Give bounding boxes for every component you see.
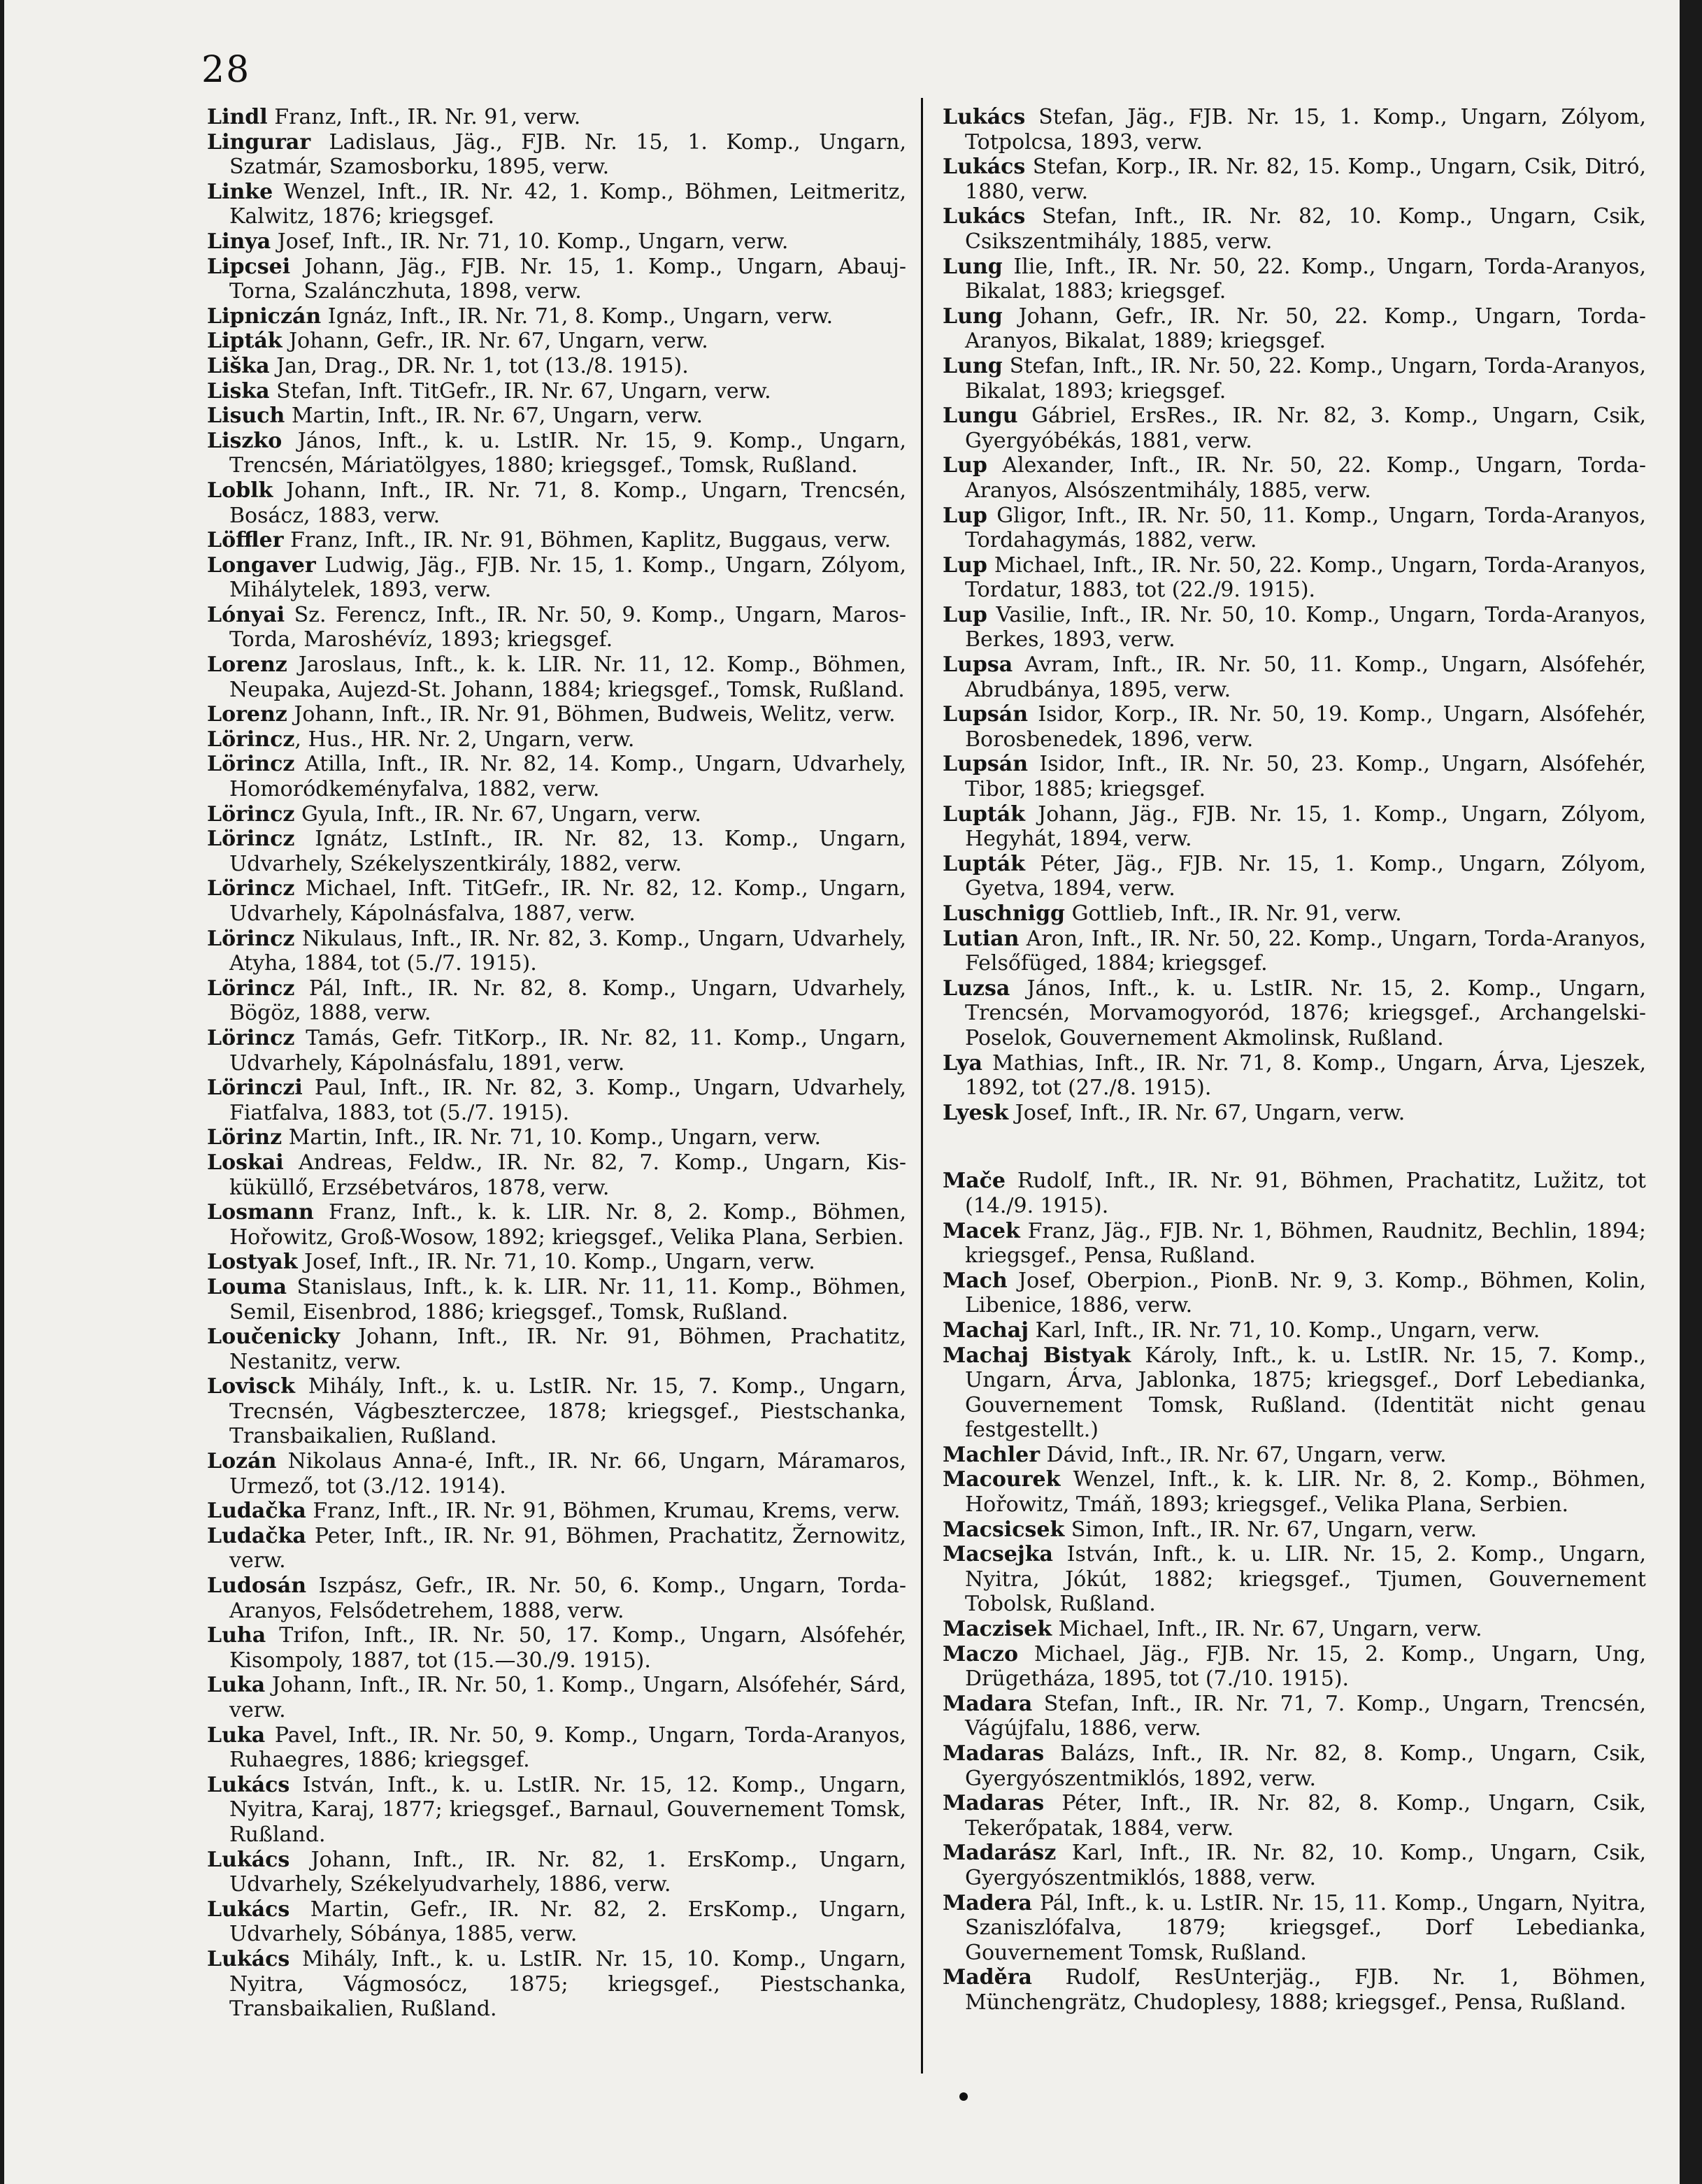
entry-surname: Loskai xyxy=(207,1150,284,1175)
register-entry xyxy=(943,652,1646,702)
register-entry xyxy=(207,1773,906,1848)
register-entry xyxy=(943,1169,1646,1218)
entry-details: Michael, Inft., IR. Nr. 50, 22. Komp., Ungarn, Torda-Aranyos, Tordatur, 1883, tot (22./9. 1915). xyxy=(965,552,1646,603)
entry-details: Simon, Inft., IR. Nr. 67, Ungarn, verw. xyxy=(1064,1517,1478,1542)
register-entry xyxy=(207,1150,906,1200)
entry-details: Trifon, Inft., IR. Nr. 50, 17. Komp., Ungarn, Alsófehér, Kisompoly, 1887, tot (15.—30./9. 1915). xyxy=(229,1623,906,1673)
register-entry xyxy=(207,752,906,801)
register-entry xyxy=(207,1623,906,1673)
entry-surname: Lukács xyxy=(207,1897,290,1922)
entry-details: Ignáz, Inft., IR. Nr. 71, 8. Komp., Ungarn, verw. xyxy=(321,304,834,329)
entry-details: Pál, Inft., IR. Nr. 82, 8. Komp., Ungarn, Udvarhely, Bögöz, 1888, verw. xyxy=(229,976,906,1026)
entry-details: Josef, Inft., IR. Nr. 71, 10. Komp., Ungarn, verw. xyxy=(297,1250,815,1275)
document-page xyxy=(4,0,1680,2184)
entry-details: Stefan, Inft., IR. Nr. 71, 7. Komp., Ungarn, Trencsén, Vágújfalu, 1886, verw. xyxy=(965,1691,1646,1741)
entry-details: Martin, Inft., IR. Nr. 71, 10. Komp., Ungarn, verw. xyxy=(282,1125,822,1150)
entry-details: Mihály, Inft., k. u. LstIR. Nr. 15, 10. Komp., Ungarn, Nyitra, Vágmosócz, 1875; kriegsgef., Piestschanka, Transbaikalien, Rußland. xyxy=(229,1946,906,2022)
register-entry xyxy=(207,1076,906,1125)
entry-surname: Lupsán xyxy=(943,752,1029,777)
register-entry xyxy=(207,976,906,1026)
register-entry xyxy=(207,429,906,478)
entry-surname: Lung xyxy=(943,353,1003,378)
register-entry xyxy=(943,1642,1646,1692)
register-entry xyxy=(207,229,906,255)
register-entry xyxy=(943,1101,1646,1126)
register-entry xyxy=(943,1841,1646,1890)
entry-surname: Lipniczán xyxy=(207,304,322,329)
entry-details: Ignátz, LstInft., IR. Nr. 82, 13. Komp., Ungarn, Udvarhely, Székelyszentkirály, 1882, verw. xyxy=(229,827,906,876)
entry-details: Johann, Inft., IR. Nr. 82, 1. ErsKomp., Ungarn, Udvarhely, Székelyudvarhely, 1886, verw. xyxy=(229,1847,906,1897)
register-entry xyxy=(207,1250,906,1275)
register-entry xyxy=(943,901,1646,927)
register-entry xyxy=(943,1617,1646,1642)
entry-details: Jaroslaus, Inft., k. k. LIR. Nr. 11, 12. Komp., Böhmen, Neupaka, Aujezd-St. Johann, 1884; kriegsgef., Tomsk, Rußland. xyxy=(229,652,906,702)
entry-surname: Lungu xyxy=(943,404,1018,429)
register-entry xyxy=(207,105,906,130)
register-entry xyxy=(943,155,1646,204)
entry-surname: Luha xyxy=(207,1623,266,1648)
register-entry xyxy=(943,105,1646,155)
entry-surname: Lupsa xyxy=(943,652,1013,678)
entry-surname: Lipcsei xyxy=(207,254,291,279)
entry-surname: Lovisck xyxy=(207,1374,295,1399)
register-entry xyxy=(207,528,906,553)
entry-details: Isidor, Korp., IR. Nr. 50, 19. Komp., Ungarn, Alsófehér, Borosbenedek, 1896, verw. xyxy=(965,702,1646,752)
entry-surname: Lung xyxy=(943,254,1003,279)
ink-dot xyxy=(959,2092,968,2101)
entry-details: , Hus., HR. Nr. 2, Ungarn, verw. xyxy=(294,727,635,752)
entry-surname: Lorenz xyxy=(207,652,287,678)
entry-details: János, Inft., k. u. LstIR. Nr. 15, 2. Komp., Ungarn, Trencsén, Morvamogyoród, 1876; kriegsgef., Archangelski-Poselok, Gouvernement Akmolinsk, Rußland. xyxy=(965,976,1646,1050)
entry-details: Johann, Inft., IR. Nr. 91, Böhmen, Budweis, Welitz, verw. xyxy=(287,702,896,727)
register-entry xyxy=(207,1449,906,1499)
entry-surname: Lukács xyxy=(943,105,1026,129)
register-entry xyxy=(943,1051,1646,1101)
register-entry xyxy=(207,180,906,229)
entry-details: Alexander, Inft., IR. Nr. 50, 22. Komp., Ungarn, Torda-Aranyos, Alsószentmihály, 1885, verw. xyxy=(965,453,1646,503)
page-number: 28 xyxy=(201,49,251,91)
entry-surname: Lindl xyxy=(207,105,268,129)
entry-surname: Linya xyxy=(207,229,271,254)
entry-details: Rudolf, ResUnterjäg., FJB. Nr. 1, Böhmen, Münchengrätz, Chudoplesy, 1888; kriegsgef., Pensa, Rußland. xyxy=(965,1965,1646,2015)
register-entry xyxy=(207,1573,906,1623)
entry-surname: Lörincz xyxy=(207,827,295,852)
entry-surname: Lutian xyxy=(943,926,1020,951)
entry-details: Stefan, Jäg., FJB. Nr. 15, 1. Komp., Ungarn, Zólyom, Totpolcsa, 1893, verw. xyxy=(965,105,1646,155)
entry-details: Johann, Inft., IR. Nr. 91, Böhmen, Prachatitz, Nestanitz, verw. xyxy=(229,1325,906,1374)
entry-surname: Lupták xyxy=(943,801,1025,827)
entry-surname: Lozán xyxy=(207,1449,277,1474)
entry-details: Pavel, Inft., IR. Nr. 50, 9. Komp., Ungarn, Torda-Aranyos, Ruhaegres, 1886; kriegsgef. xyxy=(229,1722,906,1773)
register-entry xyxy=(207,927,906,976)
entry-details: Iszpász, Gefr., IR. Nr. 50, 6. Komp., Ungarn, Torda-Aranyos, Felsődetrehem, 1888, verw. xyxy=(229,1573,906,1623)
entry-surname: Liška xyxy=(207,353,270,378)
entry-details: Ilie, Inft., IR. Nr. 50, 22. Komp., Ungarn, Torda-Aranyos, Bikalat, 1883; kriegsgef. xyxy=(965,254,1646,304)
register-entry xyxy=(207,1499,906,1524)
entry-details: Martin, Inft., IR. Nr. 67, Ungarn, verw. xyxy=(285,404,703,429)
register-entry xyxy=(207,1524,906,1573)
register-entry xyxy=(207,702,906,727)
entry-surname: Louma xyxy=(207,1274,287,1299)
register-entry xyxy=(943,255,1646,304)
entry-details: Stefan, Inft., IR. Nr. 50, 22. Komp., Ungarn, Torda-Aranyos, Bikalat, 1893; kriegsgef. xyxy=(965,353,1646,404)
entry-surname: Lörincz xyxy=(207,801,295,827)
entry-surname: Lya xyxy=(943,1050,982,1076)
register-entry xyxy=(943,852,1646,901)
entry-surname: Lörincz xyxy=(207,727,295,752)
register-entry xyxy=(207,1125,906,1150)
entry-details: Johann, Jäg., FJB. Nr. 15, 1. Komp., Ungarn, Abauj-Torna, Szalánczhuta, 1898, verw. xyxy=(229,254,906,304)
entry-details: Johann, Inft., IR. Nr. 50, 1. Komp., Ungarn, Alsófehér, Sárd, verw. xyxy=(229,1673,906,1722)
entry-surname: Lörincz xyxy=(207,976,295,1001)
entry-details: Jan, Drag., DR. Nr. 1, tot (13./8. 1915). xyxy=(269,353,689,378)
entry-surname: Madaras xyxy=(943,1791,1045,1816)
entry-surname: Ludosán xyxy=(207,1573,307,1599)
entry-surname: Maczo xyxy=(943,1641,1018,1666)
entry-surname: Madara xyxy=(943,1691,1033,1716)
register-entry xyxy=(943,1467,1646,1517)
entry-surname: Lukács xyxy=(943,155,1026,180)
register-entry xyxy=(943,1741,1646,1791)
entry-surname: Lörinczi xyxy=(207,1076,303,1101)
register-entry xyxy=(207,130,906,180)
entry-details: Johann, Inft., IR. Nr. 71, 8. Komp., Ungarn, Trencsén, Bosácz, 1883, verw. xyxy=(229,478,906,528)
entry-surname: Lukács xyxy=(207,1772,290,1797)
entry-details: István, Inft., k. u. LIR. Nr. 15, 2. Komp., Ungarn, Nyitra, Jókút, 1882; kriegsgef., Tjumen, Gouvernement Tobolsk, Rußland. xyxy=(965,1542,1646,1617)
register-entry xyxy=(207,1026,906,1076)
register-entry xyxy=(207,1848,906,1897)
register-entry xyxy=(943,802,1646,852)
register-entry xyxy=(943,304,1646,354)
entry-details: Johann, Gefr., IR. Nr. 67, Ungarn, verw. xyxy=(282,329,708,354)
entry-details: Michael, Inft. TitGefr., IR. Nr. 82, 12. Komp., Ungarn, Udvarhely, Kápolnásfalva, 1887, verw. xyxy=(229,876,906,926)
entry-surname: Luka xyxy=(207,1673,266,1698)
register-entry xyxy=(207,478,906,528)
entry-details: Avram, Inft., IR. Nr. 50, 11. Komp., Ungarn, Alsófehér, Abrudbánya, 1895, verw. xyxy=(965,652,1646,702)
entry-details: Pál, Inft., k. u. LstIR. Nr. 15, 11. Komp., Ungarn, Nyitra, Szaniszlófalva, 1879; kriegsgef., Dorf Lebedianka, Gouvernement Tomsk, Rußland. xyxy=(965,1890,1646,1965)
entry-surname: Lostyak xyxy=(207,1250,298,1275)
entry-surname: Losmann xyxy=(207,1200,314,1225)
register-entry xyxy=(207,802,906,827)
entry-details: Josef, Inft., IR. Nr. 67, Ungarn, verw. xyxy=(1008,1100,1406,1125)
register-entry xyxy=(943,1692,1646,1741)
entry-surname: Luzsa xyxy=(943,976,1010,1001)
entry-surname: Macek xyxy=(943,1218,1020,1243)
entry-details: István, Inft., k. u. LstIR. Nr. 15, 12. Komp., Ungarn, Nyitra, Karaj, 1877; kriegsgef., Barnaul, Gouvernement Tomsk, Rußland. xyxy=(229,1772,906,1847)
entry-details: Stefan, Inft., IR. Nr. 82, 10. Komp., Ungarn, Csik, Csikszentmihály, 1885, verw. xyxy=(965,204,1646,254)
entry-details: Balázs, Inft., IR. Nr. 82, 8. Komp., Ungarn, Csik, Gyergyószentmiklós, 1892, verw. xyxy=(965,1741,1646,1791)
entry-details: Dávid, Inft., IR. Nr. 67, Ungarn, verw. xyxy=(1040,1442,1447,1467)
register-entry xyxy=(207,1275,906,1325)
entry-surname: Ludačka xyxy=(207,1499,306,1524)
entry-surname: Macsicsek xyxy=(943,1517,1065,1542)
register-entry xyxy=(207,354,906,379)
register-entry xyxy=(207,1374,906,1449)
entry-details: Josef, Oberpion., PionB. Nr. 9, 3. Komp., Böhmen, Kolin, Libenice, 1886, verw. xyxy=(965,1268,1646,1318)
entry-surname: Loblk xyxy=(207,478,273,503)
register-entry xyxy=(943,702,1646,752)
register-entry xyxy=(943,752,1646,801)
entry-details: Sz. Ferencz, Inft., IR. Nr. 50, 9. Komp., Ungarn, Maros-Torda, Maroshévíz, 1893; kriegsgef. xyxy=(229,602,906,652)
entry-details: Stanislaus, Inft., k. k. LIR. Nr. 11, 11. Komp., Böhmen, Semil, Eisenbrod, 1886; kriegsgef., Tomsk, Rußland. xyxy=(229,1274,906,1325)
entry-details: Nikulaus, Inft., IR. Nr. 82, 3. Komp., Ungarn, Udvarhely, Atyha, 1884, tot (5./7. 1915). xyxy=(229,926,906,976)
entry-details: Franz, Inft., IR. Nr. 91, verw. xyxy=(267,105,581,129)
entry-surname: Madaras xyxy=(943,1741,1045,1766)
entry-details: Nikolaus Anna-é, Inft., IR. Nr. 66, Ungarn, Máramaros, Urmező, tot (3./12. 1914). xyxy=(229,1449,906,1499)
entry-surname: Lörincz xyxy=(207,752,295,777)
register-entry xyxy=(207,553,906,603)
entry-surname: Lörinz xyxy=(207,1125,283,1150)
entry-details: Tamás, Gefr. TitKorp., IR. Nr. 82, 11. Komp., Ungarn, Udvarhely, Kápolnásfalu, 1891, verw. xyxy=(229,1025,906,1076)
entry-surname: Lukács xyxy=(207,1946,290,1971)
entry-details: Andreas, Feldw., IR. Nr. 82, 7. Komp., Ungarn, Kis-küküllő, Erzsébetváros, 1878, verw. xyxy=(229,1150,906,1200)
entry-surname: Mach xyxy=(943,1268,1008,1293)
entry-surname: Macourek xyxy=(943,1467,1061,1492)
entry-details: Michael, Inft., IR. Nr. 67, Ungarn, verw. xyxy=(1052,1617,1482,1642)
entry-surname: Lisuch xyxy=(207,404,285,429)
entry-surname: Mače xyxy=(943,1169,1006,1194)
entry-surname: Lup xyxy=(943,602,987,627)
register-entry xyxy=(943,1791,1646,1841)
entry-details: Atilla, Inft., IR. Nr. 82, 14. Komp., Ungarn, Udvarhely, Homoródkeményfalva, 1882, verw. xyxy=(229,752,906,802)
register-entry xyxy=(207,603,906,652)
register-entry xyxy=(207,1325,906,1374)
register-entry xyxy=(207,1897,906,1947)
register-entry xyxy=(943,1542,1646,1617)
entry-details: Karl, Inft., IR. Nr. 71, 10. Komp., Ungarn, verw. xyxy=(1029,1318,1540,1343)
entry-details: Mathias, Inft., IR. Nr. 71, 8. Komp., Ungarn, Árva, Ljeszek, 1892, tot (27./8. 1915). xyxy=(965,1050,1646,1101)
entry-details: Péter, Inft., IR. Nr. 82, 8. Komp., Ungarn, Csik, Tekerőpatak, 1884, verw. xyxy=(965,1791,1646,1841)
entry-surname: Madarász xyxy=(943,1841,1057,1866)
entry-details: Franz, Inft., IR. Nr. 91, Böhmen, Krumau, Krems, verw. xyxy=(306,1499,901,1524)
entry-surname: Linke xyxy=(207,179,273,204)
register-entry xyxy=(207,379,906,404)
section-gap xyxy=(943,1125,1646,1169)
entry-details: Wenzel, Inft., IR. Nr. 42, 1. Komp., Böhmen, Leitmeritz, Kalwitz, 1876; kriegsgef. xyxy=(229,179,906,229)
entry-surname: Lup xyxy=(943,453,987,478)
register-entry xyxy=(943,1269,1646,1318)
entry-details: Paul, Inft., IR. Nr. 82, 3. Komp., Ungarn, Udvarhely, Fiatfalva, 1883, tot (5./7. 1915). xyxy=(229,1076,906,1125)
entry-surname: Ludačka xyxy=(207,1523,306,1548)
register-entry xyxy=(943,1318,1646,1343)
entry-details: Josef, Inft., IR. Nr. 71, 10. Komp., Ungarn, verw. xyxy=(271,229,789,254)
register-entry xyxy=(207,652,906,702)
entry-surname: Longaver xyxy=(207,552,316,578)
entry-surname: Lup xyxy=(943,552,987,578)
entry-details: Karl, Inft., IR. Nr. 82, 10. Komp., Ungarn, Csik, Gyergyószentmiklós, 1888, verw. xyxy=(965,1841,1646,1890)
entry-details: Wenzel, Inft., k. k. LIR. Nr. 8, 2. Komp., Böhmen, Hořowitz, Tmáň, 1893; kriegsgef., Velika Plana, Serbien. xyxy=(965,1467,1646,1518)
entry-details: Ladislaus, Jäg., FJB. Nr. 15, 1. Komp., Ungarn, Szatmár, Szamosborku, 1895, verw. xyxy=(229,129,906,180)
entry-surname: Machaj Bistyak xyxy=(943,1343,1131,1368)
entry-surname: Lipták xyxy=(207,329,283,354)
register-entry xyxy=(943,204,1646,254)
entry-surname: Lingurar xyxy=(207,129,311,155)
register-entry xyxy=(943,976,1646,1051)
register-entry xyxy=(207,404,906,429)
entry-details: Aron, Inft., IR. Nr. 50, 22. Komp., Ungarn, Torda-Aranyos, Felsőfüged, 1884; kriegsgef. xyxy=(965,926,1646,976)
entry-surname: Lukács xyxy=(207,1847,290,1872)
entry-details: Péter, Jäg., FJB. Nr. 15, 1. Komp., Ungarn, Zólyom, Gyetva, 1894, verw. xyxy=(965,851,1646,901)
register-entry xyxy=(943,1518,1646,1543)
entry-surname: Lupsán xyxy=(943,702,1029,727)
entry-details: Isidor, Inft., IR. Nr. 50, 23. Komp., Ungarn, Alsófehér, Tibor, 1885; kriegsgef. xyxy=(965,752,1646,802)
entry-details: Stefan, Inft. TitGefr., IR. Nr. 67, Ungarn, verw. xyxy=(269,378,771,404)
register-entry xyxy=(207,1947,906,2022)
left-column xyxy=(207,105,906,2140)
register-entry xyxy=(943,1219,1646,1269)
entry-details: Johann, Jäg., FJB. Nr. 15, 1. Komp., Ungarn, Zólyom, Hegyhát, 1894, verw. xyxy=(965,801,1646,852)
entry-details: Martin, Gefr., IR. Nr. 82, 2. ErsKomp., Ungarn, Udvarhely, Sóbánya, 1885, verw. xyxy=(229,1897,906,1947)
register-entry xyxy=(943,453,1646,503)
register-entry xyxy=(943,1891,1646,1966)
entry-surname: Lörincz xyxy=(207,926,295,951)
register-entry xyxy=(207,876,906,926)
register-entry xyxy=(943,927,1646,976)
register-entry xyxy=(943,504,1646,553)
entry-surname: Liska xyxy=(207,378,270,404)
entry-details: Franz, Jäg., FJB. Nr. 1, Böhmen, Raudnitz, Bechlin, 1894; kriegsgef., Pensa, Rußland. xyxy=(965,1218,1646,1269)
entry-details: Peter, Inft., IR. Nr. 91, Böhmen, Prachatitz, Žernowitz, verw. xyxy=(229,1523,906,1573)
entry-surname: Luka xyxy=(207,1722,266,1748)
entry-details: Gligor, Inft., IR. Nr. 50, 11. Komp., Ungarn, Torda-Aranyos, Tordahagymás, 1882, verw. xyxy=(965,503,1646,553)
register-entry xyxy=(207,304,906,329)
entry-details: Károly, Inft., k. u. LstIR. Nr. 15, 7. Komp., Ungarn, Árva, Jablonka, 1875; kriegsgef., Dorf Lebedianka, Gouvernement Tomsk, Rußland. (Identität nicht genau festgestellt.) xyxy=(965,1343,1647,1443)
entry-details: Johann, Gefr., IR. Nr. 50, 22. Komp., Ungarn, Torda-Aranyos, Bikalat, 1889; kriegsgef. xyxy=(965,304,1646,354)
entry-details: Franz, Inft., IR. Nr. 91, Böhmen, Kaplitz, Buggaus, verw. xyxy=(283,528,892,553)
register-entry xyxy=(943,603,1646,652)
entry-details: Mihály, Inft., k. u. LstIR. Nr. 15, 7. Komp., Ungarn, Trecnsén, Vágbeszterczee, 1878; kriegsgef., Piestschanka, Transbaikalien, Rußland. xyxy=(229,1374,906,1449)
entry-surname: Machler xyxy=(943,1442,1040,1467)
column-divider xyxy=(921,98,923,2074)
register-entry xyxy=(207,827,906,876)
entry-surname: Loučenicky xyxy=(207,1325,340,1350)
register-entry xyxy=(943,404,1646,453)
register-entry xyxy=(207,727,906,752)
register-entry xyxy=(207,255,906,304)
register-entry xyxy=(943,1965,1646,2015)
entry-surname: Lörincz xyxy=(207,876,295,901)
register-entry xyxy=(943,553,1646,603)
entry-details: Rudolf, Inft., IR. Nr. 91, Böhmen, Prachatitz, Lužitz, tot (14./9. 1915). xyxy=(965,1169,1646,1218)
entry-surname: Machaj xyxy=(943,1318,1029,1343)
register-entry xyxy=(207,1200,906,1250)
register-entry xyxy=(207,1673,906,1722)
entry-details: Franz, Inft., k. k. LIR. Nr. 8, 2. Komp., Böhmen, Hořowitz, Groß-Wosow, 1892; kriegsgef., Velika Plana, Serbien. xyxy=(229,1200,906,1250)
register-entry xyxy=(943,1443,1646,1468)
entry-surname: Lónyai xyxy=(207,602,285,627)
entry-surname: Lupták xyxy=(943,851,1025,876)
entry-details: Gábriel, ErsRes., IR. Nr. 82, 3. Komp., Ungarn, Csik, Gyergyóbékás, 1881, verw. xyxy=(965,404,1646,453)
register-entry xyxy=(943,354,1646,404)
entry-details: János, Inft., k. u. LstIR. Nr. 15, 9. Komp., Ungarn, Trencsén, Máriatölgyes, 1880; kriegsgef., Tomsk, Rußland. xyxy=(229,428,906,478)
right-column xyxy=(943,105,1646,2140)
entry-surname: Luschnigg xyxy=(943,901,1066,926)
entry-surname: Lörincz xyxy=(207,1025,295,1050)
entry-surname: Liszko xyxy=(207,428,283,453)
register-entry xyxy=(943,1343,1646,1443)
entry-details: Vasilie, Inft., IR. Nr. 50, 10. Komp., Ungarn, Torda-Aranyos, Berkes, 1893, verw. xyxy=(965,602,1646,652)
entry-details: Gottlieb, Inft., IR. Nr. 91, verw. xyxy=(1065,901,1402,926)
entry-surname: Maděra xyxy=(943,1965,1032,1990)
entry-details: Ludwig, Jäg., FJB. Nr. 15, 1. Komp., Ungarn, Zólyom, Mihálytelek, 1893, verw. xyxy=(229,552,906,603)
entry-surname: Lup xyxy=(943,503,987,528)
register-entry xyxy=(207,329,906,354)
entry-details: Michael, Jäg., FJB. Nr. 15, 2. Komp., Ungarn, Ung, Drügetháza, 1895, tot (7./10. 1915). xyxy=(965,1641,1646,1692)
entry-surname: Maczisek xyxy=(943,1617,1052,1642)
entry-surname: Madera xyxy=(943,1890,1032,1915)
entry-surname: Lukács xyxy=(943,204,1026,229)
entry-surname: Lorenz xyxy=(207,702,287,727)
entry-details: Gyula, Inft., IR. Nr. 67, Ungarn, verw. xyxy=(294,801,701,827)
entry-surname: Lung xyxy=(943,304,1003,329)
entry-surname: Löffler xyxy=(207,528,284,553)
register-entry xyxy=(207,1723,906,1773)
entry-details: Stefan, Korp., IR. Nr. 82, 15. Komp., Ungarn, Csik, Ditró, 1880, verw. xyxy=(965,155,1646,204)
entry-surname: Lyesk xyxy=(943,1100,1009,1125)
entry-surname: Macsejka xyxy=(943,1542,1053,1567)
